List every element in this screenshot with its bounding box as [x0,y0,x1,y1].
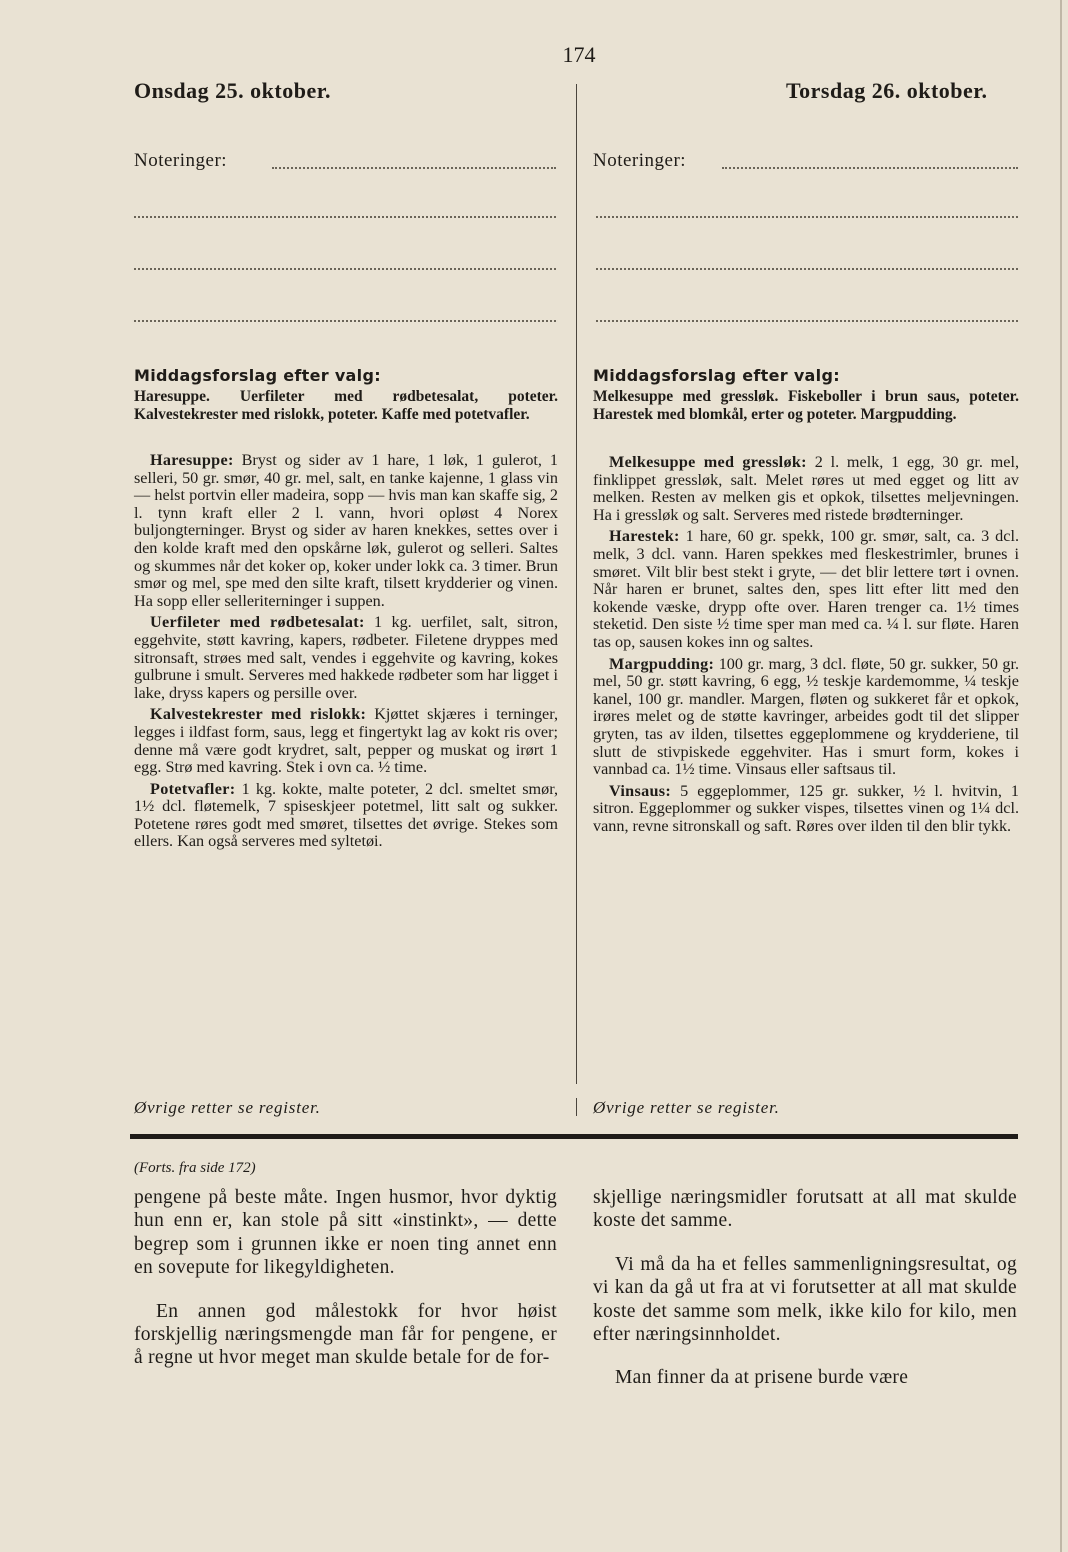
column-divider-lower [576,1098,577,1116]
recipe-title: Vinsaus: [609,781,672,800]
menu-left: Haresuppe. Uerfileter med rødbetesalat, poteter. Kalvestekrester med rislokk, poteter. Kaffe med potetvafler. [134,388,558,423]
notes-label-left: Noteringer: [134,150,228,171]
paragraph: En annen god målestokk for hvor høist forskjellig næringsmengde man får for pengene, er å regne ut hvor meget man skulde betale for de for- [134,1300,557,1369]
notes-label-right: Noteringer: [593,150,687,171]
recipe-text: 1 hare, 60 gr. spekk, 100 gr. smør, salt, ca. 3 dcl. melk, 3 dcl. vann. Haren spekkes med fleskestrimler, brunes i smøret. Vilt blir best stekt i gryte, — det blir lettere tørt i ovnen. Når haren er brunet, saltes den, spes litt efter litt med den kokende væske, drypp ofte over. Haren trenger ca. 1½ times steketid. Den siste ½ time sper man med ca. ¼ l. sur fløte. Haren tas op, sausen kokes inn og saltes. [593,527,1020,651]
recipe [134,452,558,610]
recipe-title: Margpudding: [609,654,715,673]
recipe [134,781,558,851]
menu-right: Melkesuppe med gressløk. Fiskeboller i brun saus, poteter. Harestek med blomkål, erter og poteter. Margpudding. [593,388,1019,423]
recipe-title: Melkesuppe med gressløk: [609,453,807,471]
recipe [593,656,1019,779]
page-number: 174 [562,42,596,67]
notes-line [134,268,556,270]
paragraph: skjellige næringsmidler forutsatt at all mat skulde koste det samme. [593,1187,1017,1232]
recipes-right [593,454,1019,839]
recipe [134,614,558,702]
recipe-title: Harestek: [609,527,680,546]
dinner-heading-right: Middagsforslag efter valg: [593,366,840,385]
recipe [593,528,1019,651]
recipe-text: 1 kg. uerfilet, salt, sitron, eggehvite, støtt kavring, kapers, rødbeter. Filetene dryppes med sitronsaft, strøes med salt, vendes i eggehvite og kavring, kokes gulbrune i smult. Serveres med hakkede rødbeter som har ligget i lake, dryss kapers og persille over. [134,613,559,702]
notes-line [596,216,1018,218]
recipes-left [134,452,558,855]
recipe-title: Potetvafler: [150,779,236,798]
recipe-title: Kalvestekrester med rislokk: [150,705,367,724]
page-edge [1060,0,1062,1552]
paragraph: Man finner da at prisene burde være [615,1367,909,1389]
recipe-text: 2 l. melk, 1 egg, 30 gr. mel, finklippet gressløk, salt. Melet røres ut med egget og litt av melken. Resten av melken gis et opkok, tilsettes meljevningen. Ha i gressløk og salt. Serveres med ristede brødterninger. [593,453,1019,524]
notes-line [134,320,556,322]
recipe-text: Bryst og sider av 1 hare, 1 løk, 1 gulerot, 1 selleri, 50 gr. smør, 40 gr. mel, salt, en tanke kajenne, 1 glass vin — helst portvin eller madeira, sopp — hvis man kan skaffe sig, 2 l. tynn kraft eller 2 l. vann, hvori opløst 4 Norex buljongterninger. Bryst og sider av haren knekkes, settes over i den kolde kraft med den opskårne løk, gulerot og selleri. Saltes og skummes når det koker op, koker under lokk ca. 3 timer. Brun smør og mel, spe med den silte kraft, tilsett krydderier og vinen. Ha sopp eller selleriterninger i suppen. [134,451,558,610]
notes-line [134,216,556,218]
date-heading-right: Torsdag 26. oktober. [786,78,988,103]
recipe [593,454,1019,524]
continuation-text-right [593,1186,1017,1410]
notes-line [596,268,1018,270]
continuation-label: (Forts. fra side 172) [134,1160,256,1176]
recipe-title: Haresuppe: [150,451,234,469]
paragraph: Vi må da ha et felles sammenligningsresultat, og vi kan da gå ut fra at vi forutsetter at all mat skulde koste det samme som melk, ikke kilo for kilo, men efter næringsinnholdet. [593,1253,1017,1346]
column-divider [576,84,577,1084]
dinner-heading-left: Middagsforslag efter valg: [134,366,381,385]
date-heading-left: Onsdag 25. oktober. [134,78,331,103]
notes-line [596,320,1018,322]
notes-line [272,167,556,169]
register-note-right: Øvrige retter se register. [593,1098,780,1117]
recipe-text: 5 eggeplommer, 125 gr. sukker, ½ l. hvitvin, 1 sitron. Eggeplommer og sukker vispes, tilsettes vinen og 1¼ dcl. vann, revne sitronskall og saft. Røres over ilden til den blir tykk. [593,781,1019,835]
section-rule [130,1134,1018,1139]
continuation-text-left [134,1186,557,1390]
recipe [593,783,1019,836]
recipe-text: 1 kg. kokte, malte poteter, 2 dcl. smeltet smør, 1½ dcl. fløtemelk, 7 spiseskjeer potetmel, litt salt og sukker. Potetene røres godt med smøret, tilsettes det øvrige. Stekes som ellers. Kan også serveres med syltetøi. [134,779,559,851]
paragraph: pengene på beste måte. Ingen husmor, hvor dyktig hun enn er, kan stole på sitt «instinkt», — dette begrep som i grunnen ikke er noen ting annet enn en sovepute for likegyldigheten. [134,1187,557,1279]
recipe-title: Uerfileter med rødbetesalat: [150,613,365,632]
register-note-left: Øvrige retter se register. [134,1098,321,1117]
recipe-text: Kjøttet skjæres i terninger, legges i ildfast form, saus, legg et fingertykt lag av kokt ris over; denne må være godt krydret, salt, pepper og muskat og irørt 1 egg. Strø med kavring. Stek i ovn ca. ½ time. [134,705,559,777]
notes-line [722,167,1018,169]
recipe [134,706,558,776]
recipe-text: 100 gr. marg, 3 dcl. fløte, 50 gr. sukker, 50 gr. mel, 50 gr. støtt kavring, 6 egg, ½ teskje kardemomme, ¼ teskje kanel, 100 gr. mandler. Margen, fløten og sukkeret får et opkok, irøres melet og de støtte kavringer, arbeides godt til det slipper gryten, tas av ilden, tilsettes eggeplommene og krydderiene, til slutt de stivpiskede eggehviter. Has i smurt form, kokes i vannbad ca. 1½ time. Vinsaus eller saftsaus til. [593,654,1019,779]
